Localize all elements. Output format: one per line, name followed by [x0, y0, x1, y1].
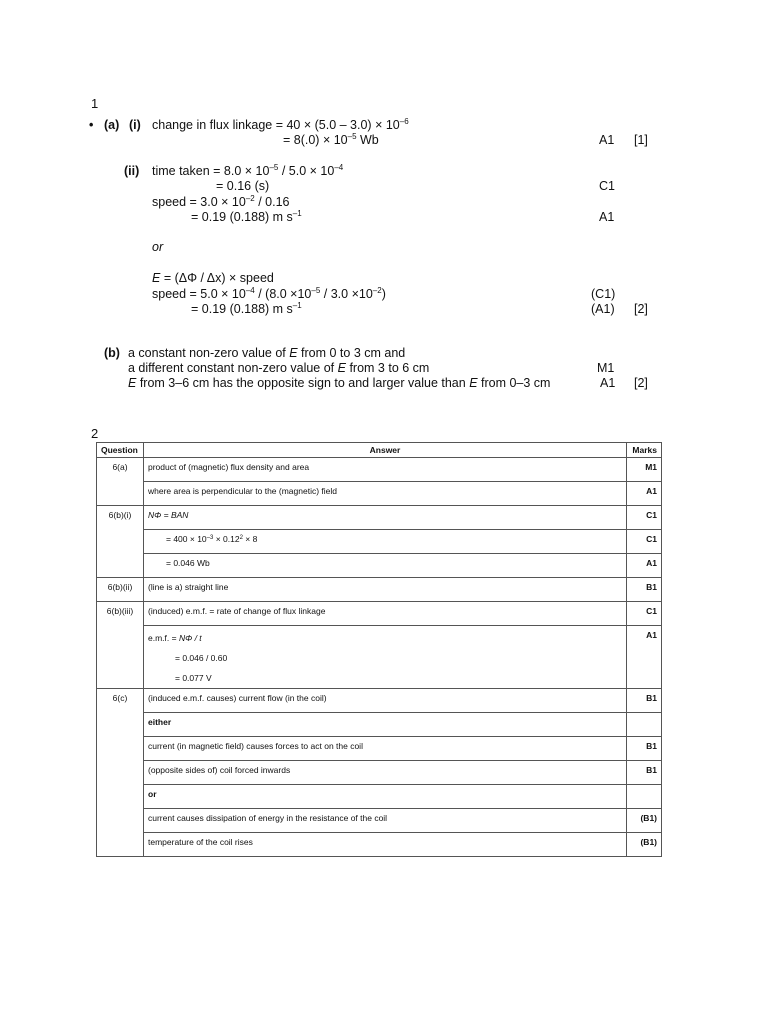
bullet-mark: •: [89, 118, 94, 132]
marks-cell: A1: [627, 554, 662, 578]
a-i-line-1: change in flux linkage = $40 \times (5.0 - 3.0) \times 10^{-6}$: [152, 117, 409, 132]
answer-cell: e.m.f. = NΦ / t = 0.046 / 0.60 = 0.077 V: [144, 626, 627, 689]
marks-cell: [627, 785, 662, 809]
alt-line-1: E = (ΔΦ / Δx) × speed: [152, 271, 274, 285]
answer-cell: (induced) e.m.f. = rate of change of flux linkage: [144, 602, 627, 626]
alt-line-2-mark: (C1): [591, 287, 616, 301]
answer-cell: current (in magnetic field) causes forces to act on the coil: [144, 737, 627, 761]
table-row: [97, 602, 662, 626]
a-ii-line-4-mark: A1: [599, 210, 615, 224]
table-row: [97, 785, 662, 809]
table-row: [97, 482, 662, 506]
marks-cell: A1: [627, 626, 662, 689]
alt-line-3: = 0.19 (0.188) m $s^{-1}$: [191, 301, 302, 316]
table-row: [97, 626, 662, 689]
table-row: [97, 530, 662, 554]
alternative-or: or: [152, 240, 164, 254]
question-number-1: 1: [91, 96, 99, 111]
answer-cell: product of (magnetic) flux density and area: [144, 458, 627, 482]
b-total: [2]: [634, 376, 648, 390]
a-ii-total: [2]: [634, 302, 648, 316]
a-i-total: [1]: [634, 133, 648, 147]
marks-cell: C1: [627, 530, 662, 554]
a-i-mark: A1: [599, 133, 615, 147]
answer-cell: (opposite sides of) coil forced inwards: [144, 761, 627, 785]
part-b-label: (b): [104, 346, 120, 360]
answer-cell: or: [144, 785, 627, 809]
table-row: [97, 578, 662, 602]
b-line-3: E from 3–6 cm has the opposite sign to and larger value than E from 0–3 cm: [128, 376, 551, 390]
marks-cell: (B1): [627, 809, 662, 833]
a-ii-line-2-mark: C1: [599, 179, 615, 193]
part-a-ii-label: (ii): [124, 164, 140, 178]
a-ii-line-2: = 0.16 (s): [216, 179, 270, 193]
a-ii-line-3: speed = $3.0 \times 10^{-2} / 0.16$: [152, 194, 290, 209]
mark-scheme-table: [96, 442, 662, 857]
a-i-line-2: = $8(.0) \times 10^{-5}$ Wb: [283, 132, 379, 147]
table-row: [97, 554, 662, 578]
b-line-2: a different constant non-zero value of E from 3 to 6 cm: [128, 361, 430, 375]
part-a-label: (a): [104, 118, 120, 132]
table-row: [97, 506, 662, 530]
answer-cell: (line is a) straight line: [144, 578, 627, 602]
b-line-3-mark: A1: [600, 376, 616, 390]
answer-cell: = 0.046 Wb: [144, 554, 627, 578]
marks-cell: C1: [627, 602, 662, 626]
header-marks: Marks: [627, 443, 662, 458]
answer-cell: current causes dissipation of energy in the resistance of the coil: [144, 809, 627, 833]
marks-cell: B1: [627, 737, 662, 761]
question-cell: 6(a): [97, 458, 144, 506]
marks-cell: B1: [627, 578, 662, 602]
answer-cell: = $400 \times 10^{-3} \times 0.12^2 \times 8$: [144, 530, 627, 554]
table-row: [97, 833, 662, 857]
marks-cell: [627, 713, 662, 737]
table-row: [97, 458, 662, 482]
table-row: [97, 761, 662, 785]
part-a-i-label: (i): [129, 118, 141, 132]
marks-cell: A1: [627, 482, 662, 506]
marks-cell: C1: [627, 506, 662, 530]
b-line-1: a constant non-zero value of E from 0 to 3 cm and: [128, 346, 406, 360]
a-ii-line-1: time taken = $8.0 \times 10^{-5} / 5.0 \times 10^{-4}$: [152, 163, 344, 178]
marks-cell: B1: [627, 761, 662, 785]
answer-cell: NΦ = BAN: [144, 506, 627, 530]
b-line-2-mark: M1: [597, 361, 615, 375]
table-header-row: [97, 443, 662, 458]
table-row: [97, 737, 662, 761]
table-row: [97, 713, 662, 737]
a-ii-line-4: = 0.19 (0.188) m $s^{-1}$: [191, 209, 302, 224]
table-row: [97, 689, 662, 713]
header-question: Question: [97, 443, 144, 458]
alt-line-2: speed = $5.0 \times 10^{-4} / (8.0 \times 10^{-5} / 3.0 \times 10^{-2})$: [152, 286, 386, 301]
question-cell: 6(b)(i): [97, 506, 144, 578]
marks-cell: (B1): [627, 833, 662, 857]
alt-line-3-mark: (A1): [591, 302, 615, 316]
answer-cell: temperature of the coil rises: [144, 833, 627, 857]
question-cell: 6(b)(iii): [97, 602, 144, 689]
answer-cell: where area is perpendicular to the (magnetic) field: [144, 482, 627, 506]
table-row: [97, 809, 662, 833]
header-answer: Answer: [144, 443, 627, 458]
answer-cell: either: [144, 713, 627, 737]
question-number-2: 2: [91, 426, 99, 441]
marks-cell: M1: [627, 458, 662, 482]
question-cell: 6(b)(ii): [97, 578, 144, 602]
question-cell: 6(c): [97, 689, 144, 857]
marks-cell: B1: [627, 689, 662, 713]
answer-cell: (induced e.m.f. causes) current flow (in the coil): [144, 689, 627, 713]
